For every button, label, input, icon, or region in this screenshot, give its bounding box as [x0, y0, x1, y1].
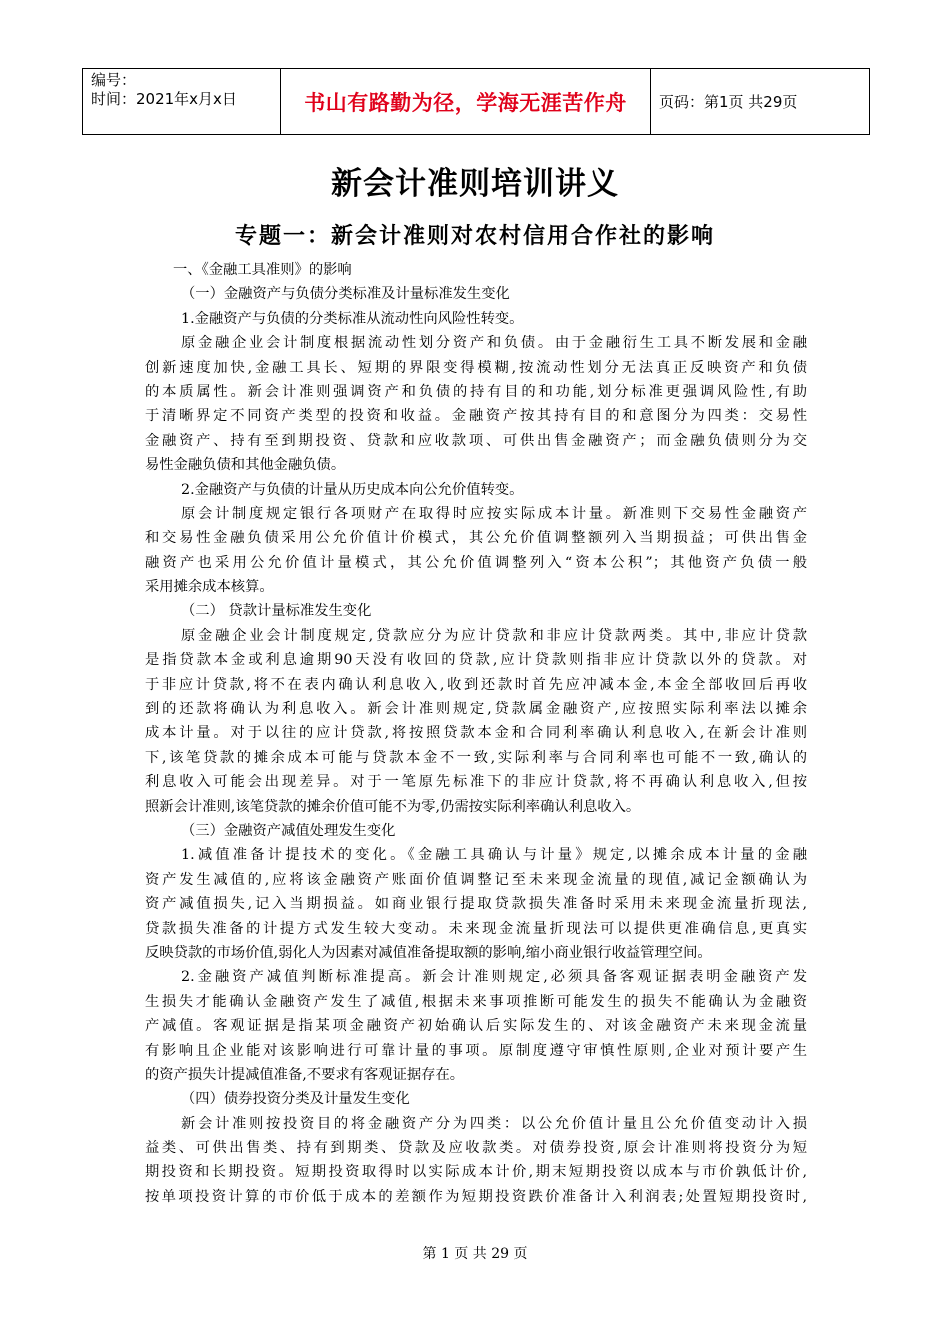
- subsection-heading: （一）金融资产与负债分类标准及计量标准发生变化: [181, 286, 510, 303]
- time-label: 时间：2021年x月x日: [91, 90, 237, 108]
- header-page-label: 页码：第1页 共29页: [659, 93, 798, 111]
- section-heading: 一、《金融工具准则》的影响: [173, 262, 352, 278]
- paragraph-line: 新会计准则按投资目的将金融资产分为四类：以公允价值计量且公允价值变动计入损: [181, 1115, 807, 1132]
- paragraph-line: 2.金融资产减值判断标准提高。新会计准则规定,必须具备客观证据表明金融资产发: [181, 969, 807, 986]
- paragraph-line: 产减值。客观证据是指某项金融资产初始确认后实际发生的、对该金融资产未来现金流量: [145, 1018, 807, 1035]
- paragraph-line: 期投资和长期投资。短期投资取得时以实际成本计价,期末短期投资以成本与市价孰低计价,: [145, 1164, 807, 1181]
- paragraph-line: 成本计量。对于以往的应计贷款,将按照贷款本金和合同利率确认利息收入,在新会计准则: [145, 725, 807, 742]
- paragraph-line: 原金融企业会计制度规定,贷款应分为应计贷款和非应计贷款两类。其中,非应计贷款: [181, 627, 807, 644]
- paragraph-line: 下,该笔贷款的摊余成本可能与贷款本金不一致,实际利率与合同利率也可能不一致,确认的: [145, 749, 807, 766]
- paragraph-line: 创新速度加快,金融工具长、短期的界限变得模糊,按流动性划分无法真正反映资产和负债: [145, 359, 807, 376]
- paragraph-line: 到的还款将确认为利息收入。新会计准则规定,贷款属金融资产,应按照实际利率法以摊余: [145, 701, 807, 718]
- paragraph-line: 于清晰界定不同资产类型的投资和收益。金融资产按其持有目的和意图分为四类：交易性: [145, 408, 807, 425]
- paragraph-line: 反映贷款的市场价值,弱化人为因素对减值准备提取额的影响,缩小商业银行收益管理空间。: [145, 944, 712, 961]
- subsection-heading: （四）债券投资分类及计量发生变化: [181, 1091, 410, 1108]
- paragraph-line: 是指贷款本金或利息逾期90天没有收回的贷款,应计贷款则指非应计贷款以外的贷款。对: [145, 652, 807, 669]
- document-title: 新会计准则培训讲义: [331, 166, 619, 202]
- paragraph-line: 有影响且企业能对该影响进行可靠计量的事项。原制度遵守审慎性原则,企业对预计要产生: [145, 1042, 807, 1059]
- header-left-cell: [83, 69, 281, 134]
- paragraph-line: 利息收入可能会出现差异。对于一笔原先标准下的非应计贷款,将不再确认利息收入,但按: [145, 774, 807, 791]
- paragraph-line: 融资产也采用公允价值计量模式，其公允价值调整列入“资本公积”；其他资产负债一般: [145, 554, 807, 571]
- paragraph-line: 按单项投资计算的市价低于成本的差额作为短期投资跌价准备计入利润表;处置短期投资时,: [145, 1188, 807, 1205]
- subsection-heading: （二） 贷款计量标准发生变化: [181, 603, 372, 620]
- paragraph-line: 1.减值准备计提技术的变化。《金融工具确认与计量》规定,以摊余成本计量的金融: [181, 847, 807, 864]
- paragraph-line: 原金融企业会计制度根据流动性划分资产和负债。由于金融衍生工具不断发展和金融: [181, 335, 807, 352]
- paragraph-line: 于非应计贷款,将不在表内确认利息收入,收到还款时首先应冲减本金,本金全部收回后再收: [145, 676, 807, 693]
- subsection-heading: （三）金融资产减值处理发生变化: [181, 822, 396, 839]
- paragraph-line: 的本质属性。新会计准则强调资产和负债的持有目的和功能,划分标准更强调风险性,有助: [145, 383, 807, 400]
- document-body: [145, 258, 807, 1209]
- paragraph-line: 和交易性金融负债采用公允价值计价模式，其公允价值调整额列入当期损益；可供出售金: [145, 530, 807, 547]
- paragraph-line: 1.金融资产与负债的分类标准从流动性向风险性转变。: [181, 310, 524, 327]
- document-subtitle: 专题一：新会计准则对农村信用合作社的影响: [234, 224, 715, 249]
- paragraph-line: 资产减值损失,记入当期损益。如商业银行提取贷款损失准备时采用未来现金流量折现法,: [145, 896, 807, 913]
- paragraph-line: 资产发生减值的,应将该金融资产账面价值调整记至未来现金流量的现值,减记金额确认为: [145, 871, 807, 888]
- paragraph-line: 金融资产、持有至到期投资、贷款和应收款项、可供出售金融资产；而金融负债则分为交: [145, 432, 807, 449]
- paragraph-line: 采用摊余成本核算。: [145, 579, 274, 596]
- paragraph-line: 生损失才能确认金融资产发生了减值,根据未来事项推断可能发生的损失不能确认为金融资: [145, 993, 807, 1010]
- number-label: 编号：: [91, 71, 137, 89]
- paragraph-line: 2.金融资产与负债的计量从历史成本向公允价值转变。: [181, 481, 524, 498]
- paragraph-line: 照新会计准则,该笔贷款的摊余价值可能不为零,仍需按实际利率确认利息收入。: [145, 798, 641, 815]
- header-motto: 书山有路勤为径，学海无涯苦作舟: [281, 69, 651, 134]
- paragraph-line: 易性金融负债和其他金融负债。: [145, 457, 346, 474]
- paragraph-line: 贷款损失准备的计提方式发生较大变动。未来现金流量折现法可以提供更准确信息,更真实: [145, 920, 807, 937]
- page-footer: 第 1 页 共 29 页: [422, 1246, 528, 1262]
- paragraph-line: 的资产损失计提减值准备,不要求有客观证据存在。: [145, 1066, 465, 1083]
- paragraph-line: 益类、可供出售类、持有到期类、贷款及应收款类。对债券投资,原会计准则将投资分为短: [145, 1140, 807, 1157]
- paragraph-line: 原会计制度规定银行各项财产在取得时应按实际成本计量。新准则下交易性金融资产: [181, 505, 807, 522]
- page-header: [82, 68, 870, 135]
